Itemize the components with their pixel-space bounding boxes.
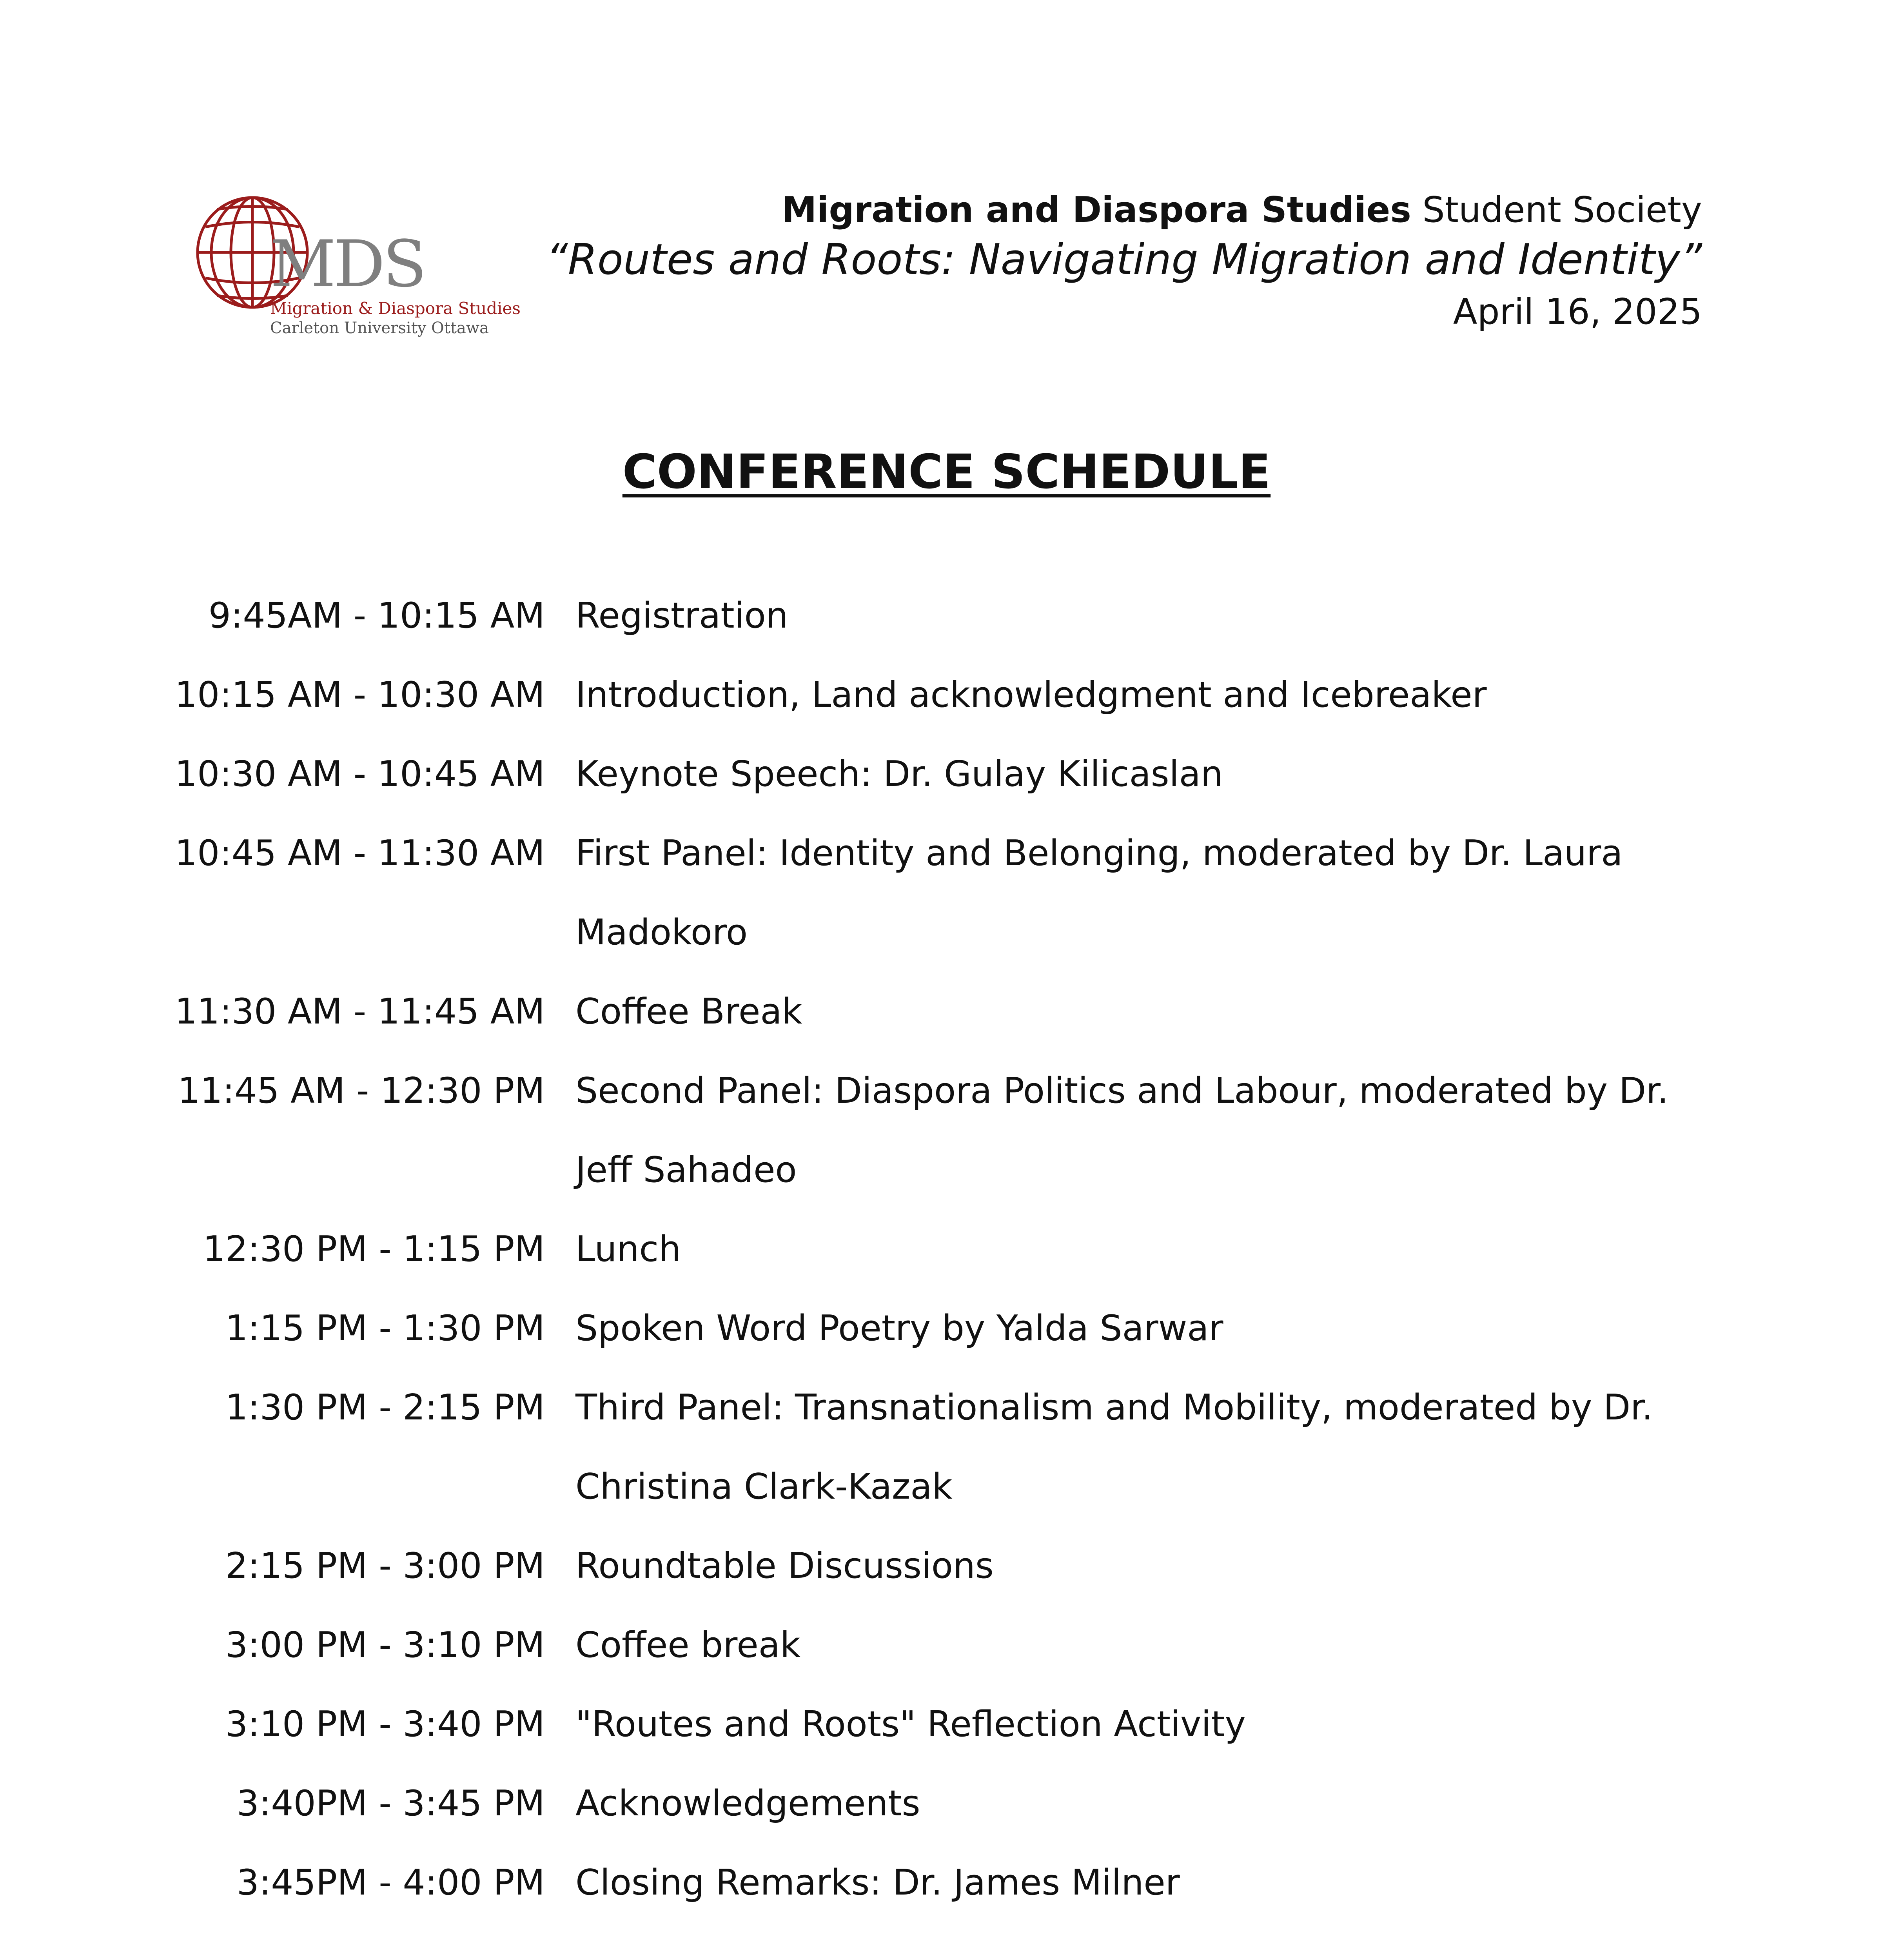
schedule-time: 3:10 PM - 3:40 PM (225, 1704, 545, 1745)
schedule-time: 3:40PM - 3:45 PM (236, 1783, 545, 1824)
page-title: CONFERENCE SCHEDULE (622, 445, 1271, 499)
schedule-event: Third Panel: Transnationalism and Mobility, moderated by Dr. (575, 1387, 1653, 1428)
conference-date: April 16, 2025 (1453, 291, 1702, 332)
mds-logo (194, 194, 521, 343)
conference-title: “Routes and Roots: Navigating Migration and Identity” (546, 235, 1702, 284)
mds-name: Migration & Diaspora Studies (270, 299, 521, 318)
schedule-time: 11:45 AM - 12:30 PM (178, 1070, 545, 1111)
schedule-row (0, 1685, 1893, 1764)
document-header (546, 188, 1702, 337)
schedule-event: Keynote Speech: Dr. Gulay Kilicaslan (575, 753, 1223, 795)
society-name: Migration and Diaspora Studies (781, 189, 1411, 230)
schedule-event: Second Panel: Diaspora Politics and Labour, moderated by Dr. (575, 1070, 1669, 1111)
schedule-row (0, 1051, 1893, 1131)
schedule-time (0, 1131, 575, 1210)
schedule-table (0, 576, 1893, 1922)
schedule-event: Introduction, Land acknowledgment and Icebreaker (575, 674, 1487, 715)
schedule-time: 3:00 PM - 3:10 PM (225, 1624, 545, 1666)
schedule-event: First Panel: Identity and Belonging, moderated by Dr. Laura (575, 833, 1623, 874)
schedule-event: Registration (575, 595, 788, 636)
schedule-row (0, 576, 1893, 655)
schedule-event: Spoken Word Poetry by Yalda Sarwar (575, 1308, 1223, 1349)
mds-institution: Carleton University Ottawa (270, 319, 489, 337)
schedule-event: Acknowledgements (575, 1783, 920, 1824)
schedule-row (0, 1131, 1893, 1210)
schedule-row (0, 1447, 1893, 1526)
schedule-event: Closing Remarks: Dr. James Milner (575, 1862, 1180, 1903)
schedule-event: Lunch (575, 1229, 681, 1270)
schedule-time: 10:30 AM - 10:45 AM (174, 753, 545, 795)
society-suffix: Student Society (1411, 189, 1702, 230)
schedule-time: 9:45AM - 10:15 AM (208, 595, 545, 636)
schedule-time: 2:15 PM - 3:00 PM (225, 1545, 545, 1586)
schedule-row (0, 1526, 1893, 1606)
schedule-time: 10:45 AM - 11:30 AM (174, 833, 545, 874)
schedule-time: 12:30 PM - 1:15 PM (203, 1229, 545, 1270)
schedule-event: Coffee break (575, 1624, 801, 1666)
schedule-row (0, 893, 1893, 972)
schedule-time (0, 893, 575, 972)
schedule-row (0, 814, 1893, 893)
schedule-row (0, 1368, 1893, 1447)
schedule-row (0, 972, 1893, 1051)
schedule-event: Christina Clark-Kazak (575, 1466, 953, 1507)
schedule-row (0, 1606, 1893, 1685)
schedule-event: "Routes and Roots" Reflection Activity (575, 1704, 1246, 1745)
society-line (546, 188, 1702, 232)
schedule-row (0, 1764, 1893, 1843)
schedule-time: 11:30 AM - 11:45 AM (174, 991, 545, 1032)
schedule-event: Coffee Break (575, 991, 802, 1032)
mds-acronym: MDS (270, 227, 425, 301)
schedule-row (0, 735, 1893, 814)
schedule-row (0, 655, 1893, 735)
schedule-row (0, 1843, 1893, 1922)
schedule-event: Roundtable Discussions (575, 1545, 994, 1586)
schedule-time: 1:15 PM - 1:30 PM (225, 1308, 545, 1349)
schedule-time (0, 1447, 575, 1526)
schedule-row (0, 1289, 1893, 1368)
schedule-time: 3:45PM - 4:00 PM (236, 1862, 545, 1903)
schedule-row (0, 1210, 1893, 1289)
schedule-event: Madokoro (575, 912, 748, 953)
schedule-time: 1:30 PM - 2:15 PM (225, 1387, 545, 1428)
schedule-time: 10:15 AM - 10:30 AM (174, 674, 545, 715)
schedule-event: Jeff Sahadeo (575, 1149, 797, 1191)
